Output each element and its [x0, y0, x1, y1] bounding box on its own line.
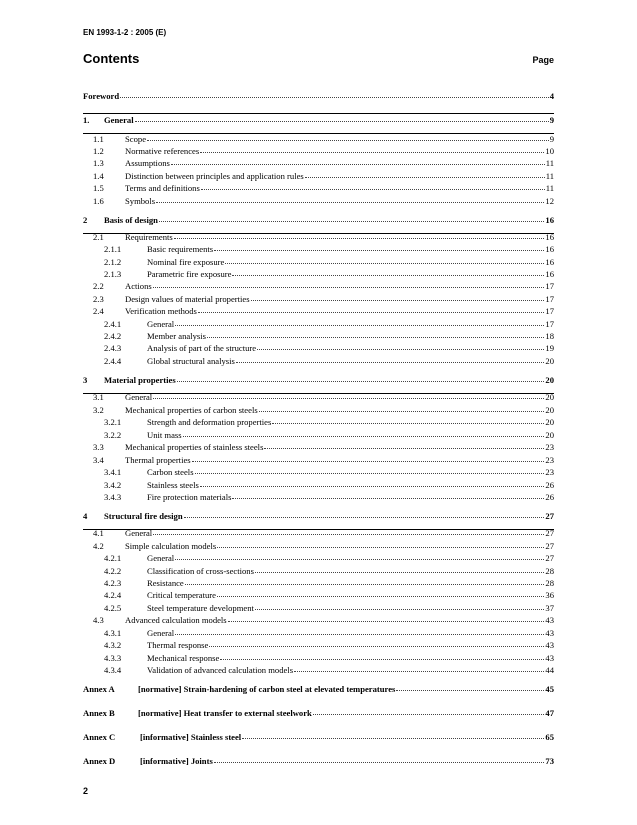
toc-entry-page: 4	[549, 91, 554, 101]
toc-entry-page: 65	[545, 732, 554, 742]
toc-entry-number: 2.4.1	[104, 319, 122, 329]
toc-entry-number: 3.2.1	[104, 417, 122, 427]
toc-entry[interactable]	[83, 145, 554, 156]
toc-entry[interactable]	[83, 614, 554, 625]
toc-entry-page: 23	[545, 455, 554, 465]
toc-entry-title: Classification of cross-sections	[147, 566, 254, 576]
toc-entry-page: 26	[545, 492, 554, 502]
toc-entry[interactable]	[83, 565, 554, 576]
toc-entry-number: Annex C	[83, 732, 116, 742]
toc-entry[interactable]	[83, 231, 554, 242]
toc-entry-page: 44	[545, 665, 554, 675]
dot-leader	[217, 596, 544, 597]
toc-entry-title: Carbon steels	[147, 467, 194, 477]
toc-entry[interactable]	[83, 305, 554, 316]
toc-entry-number: 4.3.4	[104, 665, 122, 675]
toc-entry-page: 11	[545, 158, 554, 168]
toc-entry-number: 2.1	[93, 232, 104, 242]
toc-entry-title: General	[147, 628, 175, 638]
dot-leader	[184, 517, 545, 518]
toc-entry-title: General	[147, 319, 175, 329]
toc-entry-number: 1.5	[93, 183, 104, 193]
toc-entry[interactable]	[83, 404, 554, 415]
toc-entry-title: [normative] Strain-hardening of carbon steel at elevated temperatures	[138, 684, 396, 694]
toc-entry-title: Assumptions	[125, 158, 170, 168]
toc-entry-number: 3.2	[93, 405, 104, 415]
toc-entry-title: Mechanical response	[147, 653, 220, 663]
dot-leader	[159, 221, 544, 222]
toc-entry-page: 45	[545, 684, 554, 694]
toc-entry-title: Nominal fire exposure	[147, 257, 225, 267]
toc-entry-page: 17	[545, 294, 554, 304]
toc-entry-number: 3.1	[93, 392, 104, 402]
toc-entry-page: 28	[545, 578, 554, 588]
toc-entry-number: 2.2	[93, 281, 104, 291]
toc-entry[interactable]	[83, 157, 554, 168]
toc-entry-title: Scope	[125, 134, 147, 144]
dot-leader	[200, 486, 545, 487]
dot-leader	[313, 714, 545, 715]
toc-entry-number: 3.3	[93, 442, 104, 452]
dot-leader	[200, 152, 544, 153]
toc-entry-title: General	[147, 553, 175, 563]
dot-leader	[242, 738, 544, 739]
toc-entry-title: Simple calculation models	[125, 541, 217, 551]
document-id: EN 1993-1-2 : 2005 (E)	[83, 28, 167, 37]
dot-leader	[255, 572, 544, 573]
dot-leader	[183, 436, 545, 437]
toc-entry-page: 16	[545, 257, 554, 267]
toc-entry-number: Annex B	[83, 708, 115, 718]
toc-entry[interactable]	[83, 374, 554, 385]
toc-entry[interactable]	[83, 293, 554, 304]
toc-entry-page: 20	[545, 392, 554, 402]
toc-entry-number: Annex A	[83, 684, 115, 694]
toc-entry-page: 11	[545, 183, 554, 193]
toc-entry-number: 1.4	[93, 171, 104, 181]
toc-entry-page: 20	[545, 375, 554, 385]
toc-entry-number: 2.4.4	[104, 356, 122, 366]
toc-entry-number: 1.3	[93, 158, 104, 168]
toc-entry-page: 16	[545, 232, 554, 242]
toc-entry-title: Thermal properties	[125, 455, 191, 465]
dot-leader	[225, 263, 544, 264]
toc-entry-number: 4.2	[93, 541, 104, 551]
dot-leader	[214, 250, 544, 251]
toc-entry-title: General	[125, 392, 153, 402]
dot-leader	[207, 337, 544, 338]
toc-entry-page: 23	[545, 467, 554, 477]
toc-entry-page: 19	[545, 343, 554, 353]
toc-entry-number: 2.3	[93, 294, 104, 304]
toc-entry[interactable]	[83, 652, 554, 663]
dot-leader	[214, 762, 545, 763]
dot-leader	[153, 287, 545, 288]
toc-entry-title: Design values of material properties	[125, 294, 250, 304]
toc-entry-page: 43	[545, 653, 554, 663]
toc-entry-title: Fire protection materials	[147, 492, 232, 502]
toc-entry-page: 43	[545, 615, 554, 625]
toc-entry[interactable]	[83, 510, 554, 521]
dot-leader	[153, 398, 544, 399]
toc-entry-page: 16	[545, 244, 554, 254]
toc-entry-number: 3	[83, 375, 88, 385]
toc-entry-title: Verification methods	[125, 306, 197, 316]
dot-leader	[185, 584, 545, 585]
page-title: Contents	[83, 51, 140, 66]
toc-entry-number: 3.4.3	[104, 492, 122, 502]
toc-entry[interactable]	[83, 755, 554, 766]
toc-entry-number: 1.	[83, 115, 90, 125]
toc-entry[interactable]	[83, 330, 554, 341]
dot-leader	[232, 275, 544, 276]
toc-entry[interactable]	[83, 602, 554, 613]
toc-entry[interactable]	[83, 256, 554, 267]
dot-leader	[305, 177, 545, 178]
toc-entry[interactable]	[83, 577, 554, 588]
dot-leader	[220, 659, 544, 660]
toc-entry-page: 12	[545, 196, 554, 206]
toc-entry-number: 4.2.4	[104, 590, 122, 600]
dot-leader	[153, 534, 544, 535]
toc-entry-title: [informative] Joints	[140, 756, 213, 766]
dot-leader	[255, 609, 545, 610]
toc-entry-title: General	[125, 528, 153, 538]
toc-entry-number: 2.4.2	[104, 331, 122, 341]
toc-entry[interactable]	[83, 491, 554, 502]
toc-entry-number: 4.2.1	[104, 553, 122, 563]
toc-entry[interactable]	[83, 114, 554, 125]
dot-leader	[120, 97, 549, 98]
toc-entry-number: 2.4.3	[104, 343, 122, 353]
toc-entry-title: Global structural analysis	[147, 356, 235, 366]
dot-leader	[272, 423, 544, 424]
toc-entry[interactable]	[83, 627, 554, 638]
toc-entry[interactable]	[83, 268, 554, 279]
dot-leader	[264, 448, 544, 449]
toc-entry[interactable]	[83, 90, 554, 101]
page-column-heading: Page	[532, 55, 554, 65]
toc-entry-title: Thermal response	[147, 640, 209, 650]
toc-entry-page: 37	[545, 603, 554, 613]
toc-entry-number: 2.1.1	[104, 244, 122, 254]
dot-leader	[135, 121, 549, 122]
toc-entry-title: Resistance	[147, 578, 184, 588]
toc-entry-page: 17	[545, 306, 554, 316]
toc-entry[interactable]	[83, 527, 554, 538]
toc-entry-title: General	[104, 115, 134, 125]
dot-leader	[251, 300, 545, 301]
toc-entry-number: 1.6	[93, 196, 104, 206]
toc-entry-title: Terms and definitions	[125, 183, 200, 193]
toc-entry-number: 4.3	[93, 615, 104, 625]
dot-leader	[192, 461, 545, 462]
toc-entry-number: Annex D	[83, 756, 116, 766]
toc-entry-page: 36	[545, 590, 554, 600]
toc-entry-title: [informative] Stainless steel	[140, 732, 242, 742]
dot-leader	[201, 189, 545, 190]
toc-entry[interactable]	[83, 552, 554, 563]
toc-entry[interactable]	[83, 683, 554, 694]
toc-entry-title: Foreword	[83, 91, 120, 101]
toc-entry-page: 16	[545, 215, 554, 225]
toc-entry[interactable]	[83, 182, 554, 193]
toc-entry-page: 27	[545, 528, 554, 538]
toc-entry-title: Analysis of part of the structure	[147, 343, 257, 353]
toc-entry-title: Basic requirements	[147, 244, 214, 254]
dot-leader	[156, 202, 544, 203]
toc-entry-number: 3.4.1	[104, 467, 122, 477]
toc-entry[interactable]	[83, 589, 554, 600]
toc-entry[interactable]	[83, 342, 554, 353]
toc-entry-number: 4	[83, 511, 88, 521]
toc-entry-page: 23	[545, 442, 554, 452]
dot-leader	[177, 381, 545, 382]
toc-entry-number: 2.1.2	[104, 257, 122, 267]
toc-entry-number: 1.2	[93, 146, 104, 156]
toc-entry[interactable]	[83, 170, 554, 181]
toc-entry-title: Steel temperature development	[147, 603, 254, 613]
toc-entry-page: 43	[545, 628, 554, 638]
toc-entry-number: 4.3.3	[104, 653, 122, 663]
toc-entry-number: 2	[83, 215, 88, 225]
toc-entry[interactable]	[83, 479, 554, 490]
toc-entry[interactable]	[83, 195, 554, 206]
toc-entry-page: 11	[545, 171, 554, 181]
toc-entry-page: 17	[545, 281, 554, 291]
toc-entry[interactable]	[83, 540, 554, 551]
toc-entry-title: Mechanical properties of stainless steels	[125, 442, 264, 452]
toc-entry-number: 2.4	[93, 306, 104, 316]
toc-entry[interactable]	[83, 639, 554, 650]
toc-entry-page: 16	[545, 269, 554, 279]
toc-entry-title: Member analysis	[147, 331, 206, 341]
toc-entry[interactable]	[83, 441, 554, 452]
dot-leader	[217, 547, 544, 548]
toc-entry-page: 9	[549, 115, 554, 125]
dot-leader	[198, 312, 545, 313]
toc-entry-page: 20	[545, 417, 554, 427]
toc-entry-number: 2.1.3	[104, 269, 122, 279]
dot-leader	[396, 690, 544, 691]
toc-entry-title: Stainless steels	[147, 480, 199, 490]
dot-leader	[228, 621, 545, 622]
toc-entry-title: Strength and deformation properties	[147, 417, 272, 427]
toc-entry[interactable]	[83, 466, 554, 477]
toc-entry-page: 20	[545, 430, 554, 440]
toc-entry-number: 4.3.2	[104, 640, 122, 650]
toc-entry[interactable]	[83, 731, 554, 742]
toc-entry-page: 28	[545, 566, 554, 576]
toc-entry[interactable]	[83, 391, 554, 402]
toc-entry-number: 4.1	[93, 528, 104, 538]
dot-leader	[294, 671, 544, 672]
toc-entry[interactable]	[83, 454, 554, 465]
dot-leader	[174, 238, 545, 239]
toc-entry[interactable]	[83, 429, 554, 440]
toc-entry-title: Mechanical properties of carbon steels	[125, 405, 258, 415]
dot-leader	[232, 498, 544, 499]
toc-entry-number: 4.2.2	[104, 566, 122, 576]
dot-leader	[175, 559, 544, 560]
toc-entry-title: Symbols	[125, 196, 156, 206]
toc-entry[interactable]	[83, 243, 554, 254]
toc-entry-number: 4.3.1	[104, 628, 122, 638]
toc-entry-title: Actions	[125, 281, 152, 291]
toc-entry-number: 1.1	[93, 134, 104, 144]
toc-entry-title: Requirements	[125, 232, 173, 242]
toc-entry[interactable]	[83, 664, 554, 675]
toc-entry-page: 20	[545, 356, 554, 366]
dot-leader	[171, 164, 545, 165]
toc-entry[interactable]	[83, 707, 554, 718]
toc-entry-title: Parametric fire exposure	[147, 269, 232, 279]
toc-entry-number: 3.4.2	[104, 480, 122, 490]
toc-entry-title: Distinction between principles and application rules	[125, 171, 304, 181]
toc-entry-title: Basis of design	[104, 215, 158, 225]
toc-entry[interactable]	[83, 214, 554, 225]
toc-entry[interactable]	[83, 280, 554, 291]
dot-leader	[236, 362, 545, 363]
toc-entry-number: 4.2.3	[104, 578, 122, 588]
dot-leader	[195, 473, 545, 474]
dot-leader	[257, 349, 544, 350]
toc-entry-page: 47	[545, 708, 554, 718]
toc-entry-page: 18	[545, 331, 554, 341]
toc-entry-number: 3.4	[93, 455, 104, 465]
toc-entry-title: Unit mass	[147, 430, 182, 440]
page-number: 2	[83, 786, 89, 796]
toc-entry-title: Normative references	[125, 146, 200, 156]
toc-entry-page: 26	[545, 480, 554, 490]
dot-leader	[259, 411, 545, 412]
toc-entry-number: 3.2.2	[104, 430, 122, 440]
toc-entry-page: 17	[545, 319, 554, 329]
dot-leader	[147, 140, 549, 141]
toc-entry-page: 10	[545, 146, 554, 156]
toc-entry-title: Material properties	[104, 375, 176, 385]
toc-entry-title: Critical temperature	[147, 590, 216, 600]
toc-entry-page: 43	[545, 640, 554, 650]
toc-entry-page: 27	[545, 511, 554, 521]
toc-entry-title: [normative] Heat transfer to external steelwork	[138, 708, 312, 718]
toc-entry-title: Validation of advanced calculation models	[147, 665, 294, 675]
toc-entry-title: Structural fire design	[104, 511, 183, 521]
toc-entry-page: 9	[549, 134, 554, 144]
toc-entry[interactable]	[83, 318, 554, 329]
toc-entry-page: 27	[545, 541, 554, 551]
toc-entry[interactable]	[83, 416, 554, 427]
toc-entry-title: Advanced calculation models	[125, 615, 227, 625]
toc-entry[interactable]	[83, 133, 554, 144]
dot-leader	[175, 634, 544, 635]
toc-entry-page: 27	[545, 553, 554, 563]
toc-entry[interactable]	[83, 355, 554, 366]
dot-leader	[175, 325, 544, 326]
dot-leader	[209, 646, 544, 647]
toc-entry-number: 4.2.5	[104, 603, 122, 613]
toc-entry-page: 20	[545, 405, 554, 415]
toc-entry-page: 73	[545, 756, 554, 766]
